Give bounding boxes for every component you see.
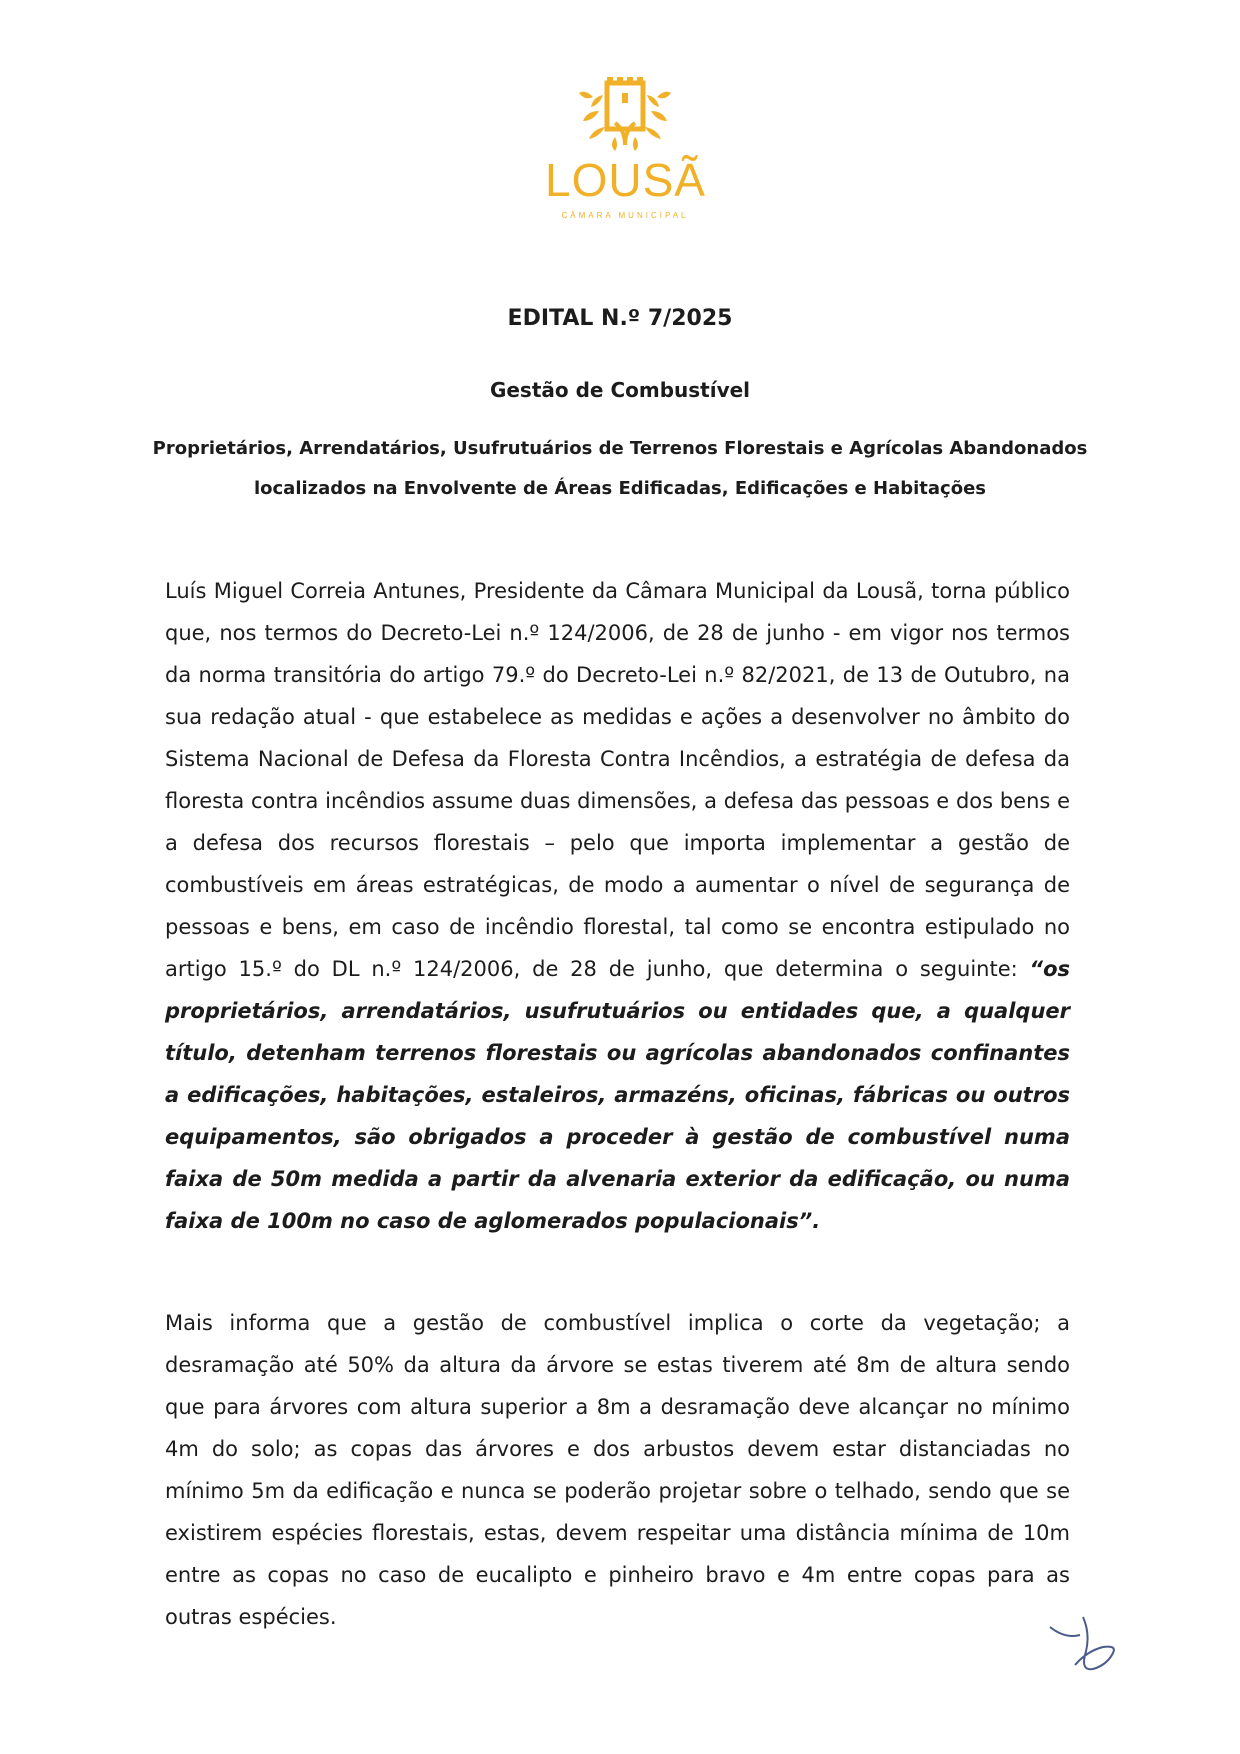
- heading-line-1: Proprietários, Arrendatários, Usufrutuários de Terrenos Florestais e Agrícolas Abandonados: [152, 438, 1088, 459]
- edital-title: EDITAL N.º 7/2025: [507, 306, 733, 331]
- logo-subtitle: CÂMARA MUNICIPAL: [561, 211, 689, 220]
- paragraph-1-text: Luís Miguel Correia Antunes, Presidente da Câmara Municipal da Lousã, torna público que, nos termos do Decreto-Lei n.º 124/2006, de 28 de junho - em vigor nos termos da norma transitória do artigo 79.º do Decreto-Lei n.º 82/2021, de 13 de Outubro, na sua redação atual - que estabelece as medidas e ações a desenvolver no âmbito do Sistema Nacional de Defesa da Floresta Contra Incêndios, a estratégia de defesa da floresta contra incêndios assume duas dimensões, a defesa das pessoas e dos bens e a defesa dos recursos florestais – pelo que importa implementar a gestão de combustíveis em áreas estratégicas, de modo a aumentar o nível de segurança de pessoas e bens, em caso de incêndio florestal, tal como se encontra estipulado no artigo 15.º do DL n.º 124/2006, de 28 de junho, que determina o seguinte:: [165, 579, 1070, 981]
- paragraph-1: [165, 570, 1070, 1242]
- signature-icon: [1045, 1605, 1135, 1685]
- edital-heading: [130, 429, 1110, 509]
- logo-name: LOUSÃ: [545, 154, 706, 206]
- municipality-logo: [545, 75, 705, 225]
- heading-line-2: localizados na Envolvente de Áreas Edificadas, Edificações e Habitações: [253, 478, 987, 499]
- paragraph-2: [165, 1302, 1070, 1638]
- edital-subtitle: Gestão de Combustível: [489, 378, 751, 402]
- legal-quote: “os proprietários, arrendatários, usufrutuários ou entidades que, a qualquer título, detenham terrenos florestais ou agrícolas abandonados confinantes a edificações, habitações, estaleiros, armazéns, oficinas, fábricas ou outros equipamentos, são obrigados a proceder à gestão de combustível numa faixa de 50m medida a partir da alvenaria exterior da edificação, ou numa faixa de 100m no caso de aglomerados populacionais”.: [165, 957, 1070, 1233]
- paragraph-2-text: Mais informa que a gestão de combustível implica o corte da vegetação; a desramação até 50% da altura da árvore se estas tiverem até 8m de altura sendo que para árvores com altura superior a 8m a desramação deve alcançar no mínimo 4m do solo; as copas das árvores e dos arbustos devem estar distanciadas no mínimo 5m da edificação e nunca se poderão projetar sobre o telhado, sendo que se existirem espécies florestais, estas, devem respeitar uma distância mínima de 10m entre as copas no caso de eucalipto e pinheiro bravo e 4m entre copas para as outras espécies.: [165, 1311, 1070, 1629]
- castle-tree-emblem-icon: [545, 75, 705, 155]
